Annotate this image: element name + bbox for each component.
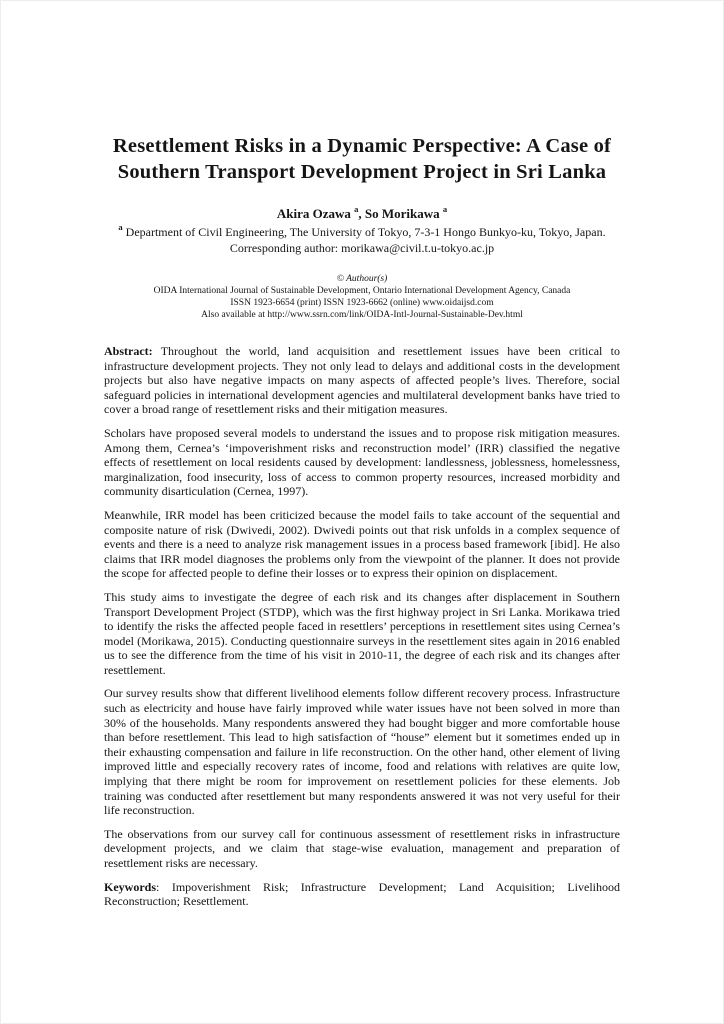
corresponding-author-line: Corresponding author: morikawa@civil.t.u-tokyo.ac.jp (229, 241, 495, 255)
keywords-label: Keywords (104, 879, 156, 894)
abstract-label: Abstract: (104, 344, 153, 358)
author-2-affiliation-mark: a (442, 203, 448, 214)
journal-line: OIDA International Journal of Sustainable Development, Ontario International Development Agency, Canada (153, 286, 571, 296)
abstract-section (104, 344, 620, 909)
issn-line: ISSN 1923-6654 (print) ISSN 1923-6662 (online) www.oidaijsd.com (230, 298, 494, 308)
keywords-line (104, 880, 620, 909)
title-line-2: Southern Transport Development Project in Sri Lanka (117, 161, 607, 183)
affiliation-mark: a (118, 222, 123, 232)
paper-header (104, 133, 620, 321)
keywords-text: : Impoverishment Risk; Infrastructure Development; Land Acquisition; Livelihood Reconstruction; Resettlement. (104, 879, 620, 909)
copyright-line: © Authour(s) (336, 274, 388, 284)
abstract-paragraph-2: Scholars have proposed several models to understand the issues and to propose risk mitigation measures. Among them, Cernea’s ‘impoverishment risks and reconstruction model’ (IRR) classified the negative effects of resettlement on local residents caused by development: landlessness, joblessness, homelessness, marginalization, food insecurity, loss of access to common property resources, increased morbidity and community disarticulation (Cernea, 1997). (104, 425, 620, 499)
author-1-affiliation-mark: a (354, 203, 359, 214)
abstract-paragraph-1-text: Throughout the world, land acquisition and resettlement issues have been critical to infrastructure development projects. They not only lead to delays and additional costs in the development projects but also have negative impacts on many aspects of affected people’s lives. Therefore, social safeguard policies in international development agencies and multilateral development banks have tried to cover a broad range of resettlement risks and their mitigation measures. (104, 344, 620, 417)
abstract-paragraph-5: Our survey results show that different livelihood elements follow different recovery process. Infrastructure such as electricity and house have fairly improved while water issues have not been solved in more than 30% of the households. Many respondents answered they had bought bigger and more comfortable house than before resettlement. This lead to high satisfaction of “house” element but it sometimes ended up in their exhausting compensation and failure in life reconstruction. On the other hand, other element of living improved little and especially recovery rates of income, food and relations with relatives are quite low, implying that there might be room for improvement on resettlement policies for these elements. Job training was conducted after resettlement but many respondents answered it was not very useful for their life reconstruction. (104, 686, 620, 818)
title-line-1: Resettlement Risks in a Dynamic Perspective: A Case of (112, 135, 612, 157)
authors-line (104, 203, 620, 222)
availability-line: Also available at http://www.ssrn.com/link/OIDA-Intl-Journal-Sustainable-Dev.html (201, 310, 523, 320)
affiliation-text: Department of Civil Engineering, The University of Tokyo, 7-3-1 Hongo Bunkyo-ku, Tokyo, Japan. (125, 225, 606, 239)
authors-separator: , (358, 206, 365, 221)
abstract-paragraph-1 (104, 344, 620, 417)
affiliation-line (104, 222, 620, 240)
abstract-paragraph-3: Meanwhile, IRR model has been criticized because the model fails to take account of the sequential and composite nature of risk (Dwivedi, 2002). Dwivedi points out that risk unfolds in a complex sequence of events and there is a need to analyze risk management issues in a process based framework [ibid]. He also claims that IRR model diagnoses the problems only from the viewpoint of the planner. It does not provide the scope for affected people to define their losses or to express their opinion on displacement. (104, 507, 620, 581)
publication-info (104, 273, 620, 321)
author-name-2: So Morikawa (364, 206, 440, 221)
abstract-paragraph-4: This study aims to investigate the degree of each risk and its changes after displacement in Southern Transport Development Project (STDP), which was the first highway project in Sri Lanka. Morikawa tried to identify the risks the affected people faced in resettlers’ perceptions in resettlement sites using Cernea’s model (Morikawa, 2015). Conducting questionnaire surveys in the resettlement sites again in 2016 enabled us to see the difference from the time of his visit in 2010-11, the degree of each risk and its changes after resettlement. (104, 589, 620, 677)
paper-title (104, 133, 620, 185)
author-name-1: Akira Ozawa (276, 206, 351, 221)
abstract-paragraph-6: The observations from our survey call for continuous assessment of resettlement risks in infrastructure development projects, and we claim that stage-wise evaluation, management and preparation of resettlement risks are necessary. (104, 826, 620, 870)
